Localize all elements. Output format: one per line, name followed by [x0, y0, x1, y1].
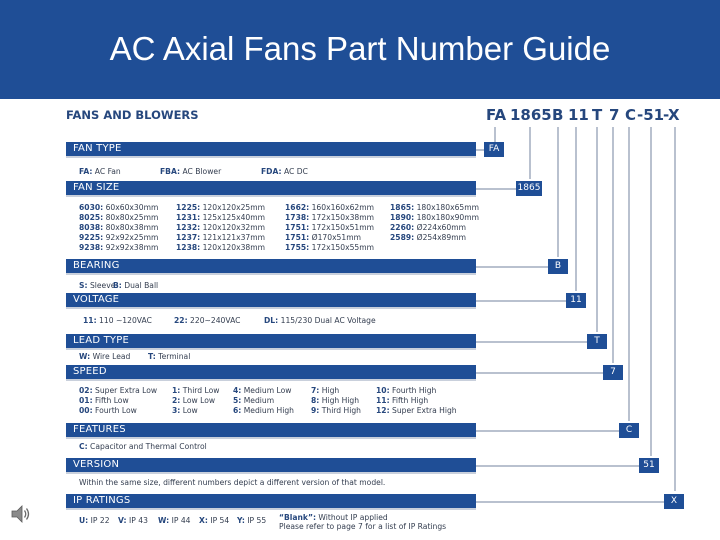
code-box-51: 51 [639, 458, 659, 473]
code-box-7: 7 [603, 365, 623, 380]
code-box-x: X [664, 494, 684, 509]
fan-size-item: 1231: 125x125x40mm [176, 213, 266, 222]
fan-size-item: 8038: 80x80x38mm [79, 223, 159, 232]
fan-size-item: 8025: 80x80x25mm [79, 213, 159, 222]
speed-item: 1: Third Low [172, 386, 220, 395]
bearing-item: B: Dual Ball [113, 281, 159, 290]
section-bar-features: FEATURES [66, 423, 476, 437]
connector-line [529, 127, 531, 179]
pn-segment: FA [486, 106, 507, 124]
fan-size-item: 9238: 92x92x38mm [79, 243, 159, 252]
speed-item: 9: Third High [311, 406, 361, 415]
slide-title: AC Axial Fans Part Number Guide [109, 30, 611, 67]
connector-line [628, 127, 630, 421]
section-bar-voltage: VOLTAGE [66, 293, 476, 307]
speed-item: 7: High [311, 386, 340, 395]
speaker-icon[interactable] [10, 503, 32, 530]
fan-size-item: 6030: 60x60x30mm [79, 203, 159, 212]
section-bar-fan-size: FAN SIZE [66, 181, 476, 195]
speed-item: 10: Fourth High [376, 386, 437, 395]
fan-size-item: 2260: Ø224x60mm [390, 223, 467, 232]
ip-rating-blank: “Blank”: Without IP applied [279, 513, 388, 522]
pn-segment: 11 [568, 106, 589, 124]
fan-size-item: 1890: 180x180x90mm [390, 213, 480, 222]
section-bar-bearing: BEARING [66, 259, 476, 273]
connector-line [674, 127, 676, 491]
voltage-item: 22: 220~240VAC [174, 316, 241, 325]
connector-line [596, 127, 598, 332]
speed-item: 4: Medium Low [233, 386, 292, 395]
speed-item: 6: Medium High [233, 406, 294, 415]
pn-segment: 7 [609, 106, 620, 124]
bearing-item: S: Sleeve [79, 281, 116, 290]
voltage-item: DL: 115/230 Dual AC Voltage [264, 316, 376, 325]
connector-line [612, 127, 614, 363]
ip-rating-item: V: IP 43 [118, 516, 148, 525]
connector-line [476, 372, 603, 374]
ip-rating-note: Please refer to page 7 for a list of IP Ratings [279, 522, 447, 531]
speed-item: 8: High High [311, 396, 360, 405]
connector-line [476, 430, 619, 432]
pn-segment: B [552, 106, 564, 124]
speed-item: 11: Fifth High [376, 396, 429, 405]
fan-type-item: FA: AC Fan [79, 167, 121, 176]
code-box-1865: 1865 [516, 181, 542, 196]
speed-item: 02: Super Extra Low [79, 386, 158, 395]
fan-size-item: 1237: 121x121x37mm [176, 233, 266, 242]
ip-rating-item: U: IP 22 [79, 516, 110, 525]
lead-type-item: W: Wire Lead [79, 352, 131, 361]
fan-size-item: 1232: 120x120x32mm [176, 223, 266, 232]
section-bar-lead-type: LEAD TYPE [66, 334, 476, 348]
fan-type-item: FBA: AC Blower [160, 167, 222, 176]
code-box-t: T [587, 334, 607, 349]
fan-size-item: 1751: 172x150x51mm [285, 223, 375, 232]
fan-size-item: 9225: 92x92x25mm [79, 233, 159, 242]
ip-rating-item: Y: IP 55 [237, 516, 267, 525]
fan-size-item: 1738: 172x150x38mm [285, 213, 375, 222]
fan-type-item: FDA: AC DC [261, 167, 308, 176]
connector-line [476, 266, 548, 268]
fan-size-item: 1238: 120x120x38mm [176, 243, 266, 252]
section-heading: FANS AND BLOWERS [66, 108, 199, 122]
section-bar-ip-ratings: IP RATINGS [66, 494, 476, 508]
speed-item: 3: Low [172, 406, 198, 415]
fan-size-item: 1751: Ø170x51mm [285, 233, 362, 242]
pn-segment: 1865 [510, 106, 552, 124]
section-bar-version: VERSION [66, 458, 476, 472]
connector-line [476, 300, 566, 302]
fan-size-item: 1662: 160x160x62mm [285, 203, 375, 212]
connector-line [476, 341, 587, 343]
code-box-c: C [619, 423, 639, 438]
connector-line [476, 188, 516, 190]
speed-item: 12: Super Extra High [376, 406, 457, 415]
fan-size-item: 1755: 172x150x55mm [285, 243, 375, 252]
connector-line [557, 127, 559, 257]
section-bar-fan-type: FAN TYPE [66, 142, 476, 156]
connector-line [476, 149, 484, 151]
features-item: C: Capacitor and Thermal Control [79, 442, 207, 451]
ip-rating-item: X: IP 54 [199, 516, 230, 525]
pn-segment: -X [663, 106, 680, 124]
speed-item: 00: Fourth Low [79, 406, 137, 415]
pn-segment: T [592, 106, 603, 124]
fan-size-item: 2589: Ø254x89mm [390, 233, 467, 242]
pn-segment: -51 [637, 106, 665, 124]
fan-size-item: 1865: 180x180x65mm [390, 203, 480, 212]
speed-item: 01: Fifth Low [79, 396, 129, 405]
ip-rating-item: W: IP 44 [158, 516, 191, 525]
code-box-11: 11 [566, 293, 586, 308]
speed-item: 2: Low Low [172, 396, 216, 405]
section-bar-speed: SPEED [66, 365, 476, 379]
pn-segment: C [625, 106, 637, 124]
connector-line [650, 127, 652, 456]
connector-line [476, 465, 639, 467]
connector-line [575, 127, 577, 291]
lead-type-item: T: Terminal [148, 352, 191, 361]
voltage-item: 11: 110 ~120VAC [83, 316, 152, 325]
connector-line [494, 127, 496, 142]
speed-item: 5: Medium [233, 396, 275, 405]
code-box-fa: FA [484, 142, 504, 157]
version-note: Within the same size, different numbers depict a different version of that model. [79, 478, 386, 487]
connector-line [476, 501, 664, 503]
code-box-b: B [548, 259, 568, 274]
fan-size-item: 1225: 120x120x25mm [176, 203, 266, 212]
